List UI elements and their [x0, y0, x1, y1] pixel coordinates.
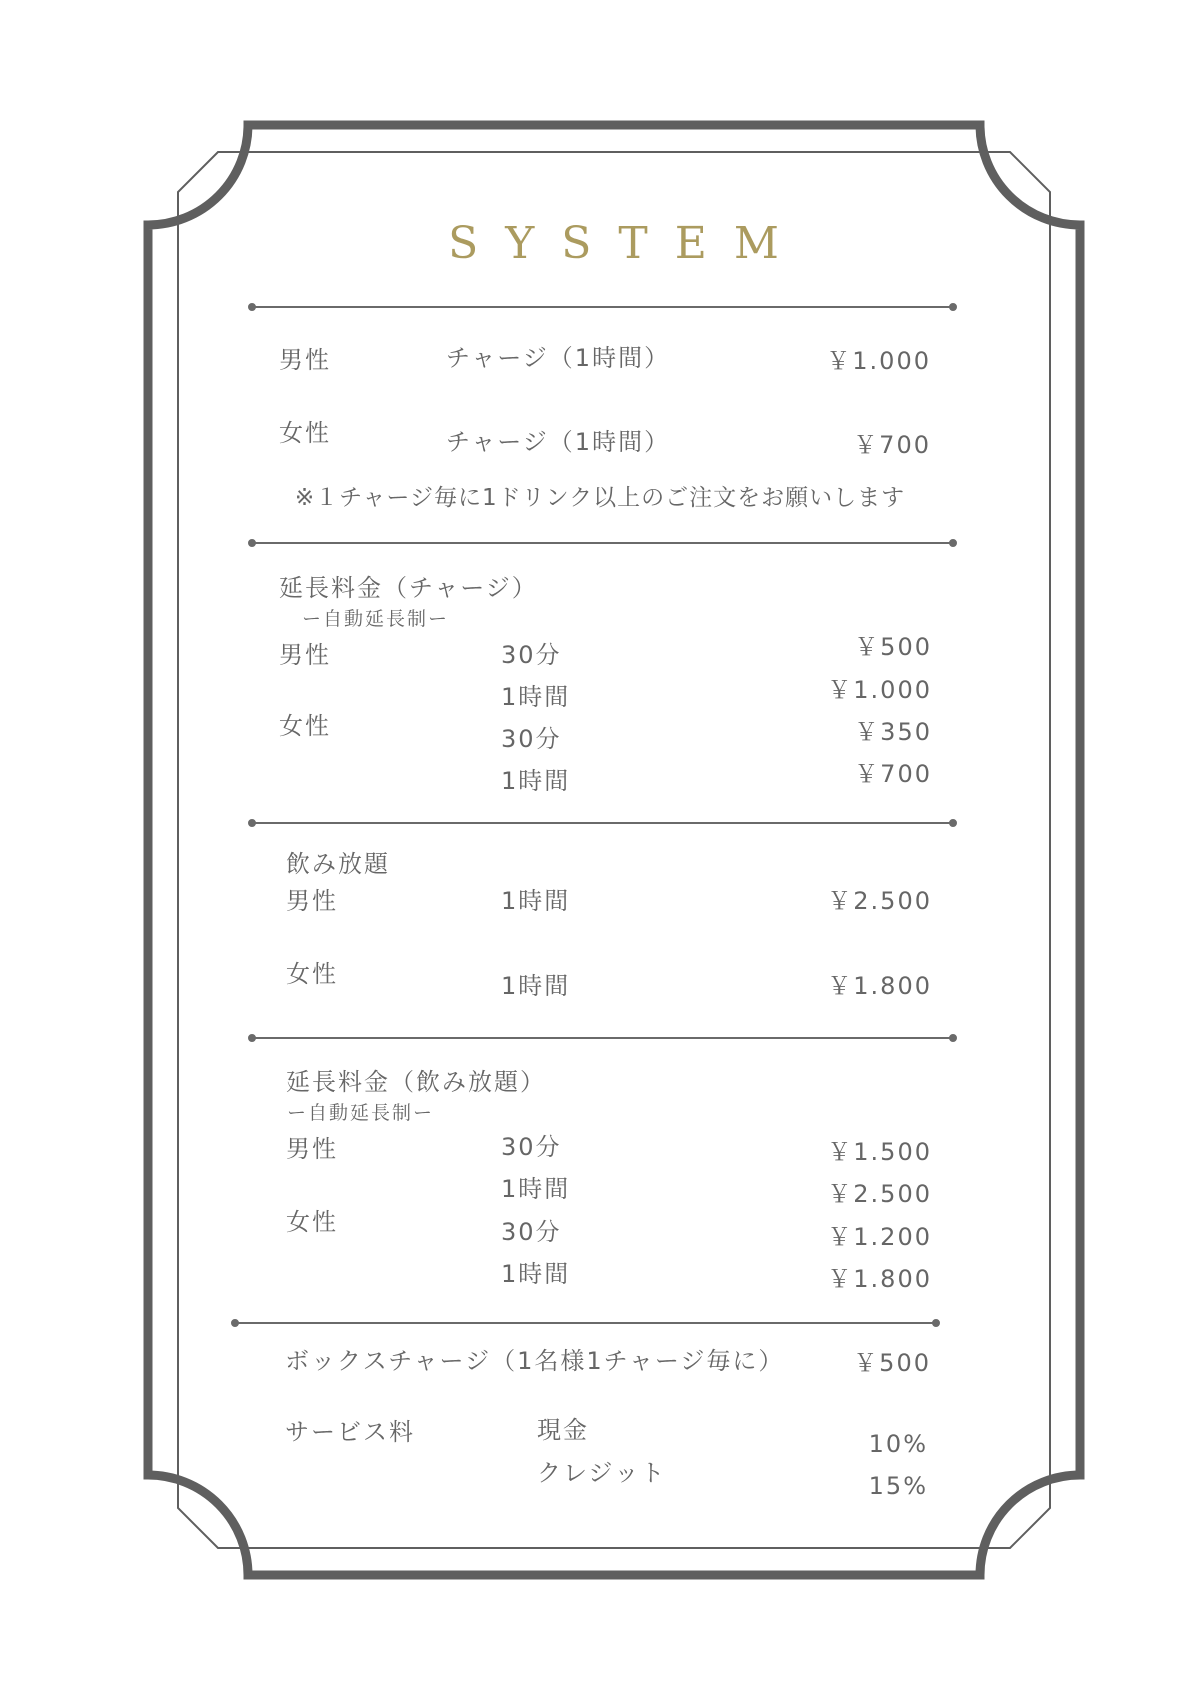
- service-fee-credit-label: クレジット: [537, 1459, 667, 1487]
- box-charge-label: ボックスチャージ（1名様1チャージ毎に）: [285, 1347, 785, 1375]
- extension-drink-price: ￥1.200: [827, 1223, 932, 1251]
- charge-male-item: チャージ（1時間）: [446, 344, 671, 372]
- charge-female-price: ￥700: [853, 431, 931, 459]
- service-fee-credit-rate: 15%: [868, 1472, 928, 1500]
- extension-drink-male-label: 男性: [286, 1135, 338, 1163]
- charge-note: ※１チャージ毎に1ドリンク以上のご注文をお願いします: [294, 485, 906, 511]
- extension-charge-time: 30分: [501, 641, 562, 669]
- charge-female-label: 女性: [279, 419, 331, 447]
- extension-drink-time: 1時間: [501, 1175, 571, 1203]
- section-dividers: [232, 304, 956, 1326]
- extension-drink-price: ￥1.500: [827, 1138, 932, 1166]
- extension-drink-time: 30分: [501, 1133, 562, 1161]
- drink-male-label: 男性: [286, 887, 338, 915]
- extension-drink-heading: 延長料金（飲み放題）: [286, 1068, 546, 1096]
- drink-male-time: 1時間: [501, 887, 571, 915]
- extension-charge-time: 1時間: [501, 683, 571, 711]
- extension-charge-time: 1時間: [501, 767, 571, 795]
- extension-drink-price: ￥2.500: [827, 1180, 932, 1208]
- drink-female-label: 女性: [286, 960, 338, 988]
- extension-drink-price: ￥1.800: [827, 1265, 932, 1293]
- extension-charge-price: ￥700: [854, 760, 932, 788]
- extension-charge-heading: 延長料金（チャージ）: [279, 574, 538, 602]
- box-charge-price: ￥500: [853, 1349, 931, 1377]
- service-fee-label: サービス料: [285, 1418, 415, 1446]
- extension-charge-price: ￥500: [854, 633, 932, 661]
- drink-male-price: ￥2.500: [827, 887, 932, 915]
- page-title: SYSTEM: [448, 218, 806, 269]
- extension-charge-subheading: ー自動延長制ー: [302, 608, 450, 630]
- drink-female-price: ￥1.800: [827, 972, 932, 1000]
- charge-male-label: 男性: [279, 346, 331, 374]
- extension-charge-male-label: 男性: [279, 641, 331, 669]
- extension-charge-female-label: 女性: [279, 712, 331, 740]
- extension-charge-price: ￥1.000: [827, 676, 932, 704]
- extension-drink-subheading: ー自動延長制ー: [287, 1102, 435, 1124]
- service-fee-cash-rate: 10%: [868, 1430, 928, 1458]
- extension-drink-female-label: 女性: [286, 1208, 338, 1236]
- service-fee-cash-label: 現金: [537, 1416, 589, 1444]
- extension-drink-time: 30分: [501, 1218, 562, 1246]
- extension-charge-time: 30分: [501, 725, 562, 753]
- drink-female-time: 1時間: [501, 972, 571, 1000]
- extension-charge-price: ￥350: [854, 718, 932, 746]
- drink-heading: 飲み放題: [286, 850, 390, 878]
- charge-female-item: チャージ（1時間）: [446, 428, 671, 456]
- charge-male-price: ￥1.000: [826, 347, 931, 375]
- extension-drink-time: 1時間: [501, 1260, 571, 1288]
